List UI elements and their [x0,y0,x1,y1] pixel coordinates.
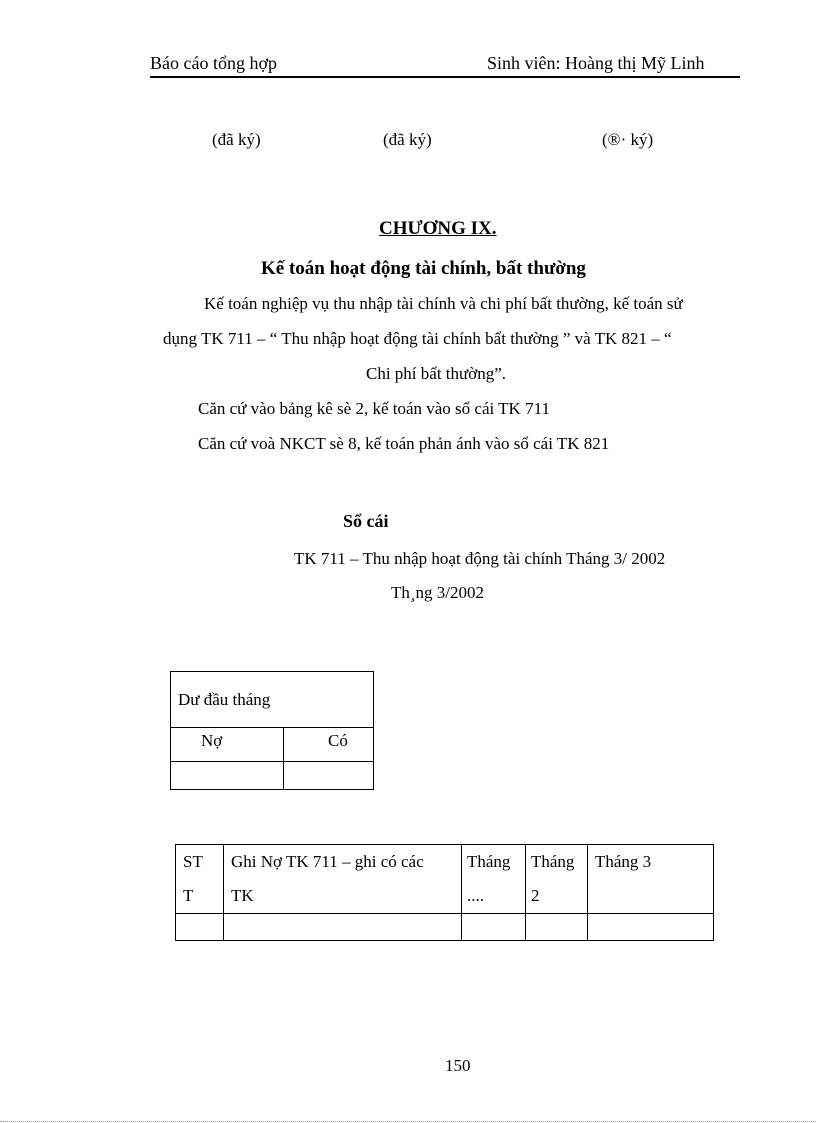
ledger-detail-table [175,844,714,941]
table-cell [526,914,588,941]
col-month-2-line-2: 2 [531,886,540,905]
body-line-3: Chi phí bất thường”. [366,364,507,383]
ledger-account-line: TK 711 – Thu nhập hoạt động tài chính Tháng 3/ 2002 [294,549,666,568]
header-left: Báo cáo tổng hợp [150,53,277,73]
ledger-title: Sổ cái [343,511,389,531]
body-line-4: Căn cứ vào bảng kê sè 2, kế toán vào sổ cái TK 711 [198,399,550,418]
opening-balance-debit-value [171,762,284,790]
col-month-3 [588,845,714,914]
opening-balance-credit-value [284,762,374,790]
col-stt [176,845,224,914]
table-cell [224,914,462,941]
table-cell [462,914,526,941]
page-number: 150 [445,1056,471,1075]
col-month-dots-line-2: .... [467,886,484,905]
opening-balance-debit: Nợ [171,728,284,762]
header-right: Sinh viên: Hoàng thị Mỹ Linh [487,53,705,73]
chapter-title: CHƯƠNG IX. [379,218,497,239]
col-account-line-2: TK [231,886,254,905]
ledger-month-line: Th¸ng 3/2002 [391,583,485,602]
table-cell [176,914,224,941]
body-line-5: Căn cứ voà NKCT sè 8, kế toán phản ánh vào sổ cái TK 821 [198,434,610,453]
col-month-2-line-1: Tháng [531,852,575,871]
opening-balance-credit: Có [284,728,374,762]
col-stt-line-1: ST [183,852,203,871]
col-month-dots [462,845,526,914]
col-account [224,845,462,914]
col-stt-line-2: T [183,886,194,905]
signature-1: (đã ký) [212,130,261,149]
opening-balance-label: Dư đầu tháng [171,672,374,728]
signature-3: (®· ký) [602,130,654,149]
signature-2: (đã ký) [383,130,432,149]
col-month-dots-line-1: Tháng [467,852,511,871]
table-cell [588,914,714,941]
opening-balance-table [170,671,374,790]
chapter-subtitle: Kế toán hoạt động tài chính, bất thường [261,258,586,279]
table-header-row [176,845,714,914]
col-account-line-1: Ghi Nợ TK 711 – ghi có các [231,852,424,871]
header-rule [150,76,740,78]
table-row [176,914,714,941]
col-month-2 [526,845,588,914]
body-line-1: Kế toán nghiệp vụ thu nhập tài chính và chi phí bất thường, kế toán sử [204,294,683,313]
body-line-2: dụng TK 711 – “ Thu nhập hoạt động tài chính bất thường ” và TK 821 – “ [163,329,672,348]
col-month-3-label: Tháng 3 [595,852,652,871]
page-bottom-edge [0,1121,816,1122]
